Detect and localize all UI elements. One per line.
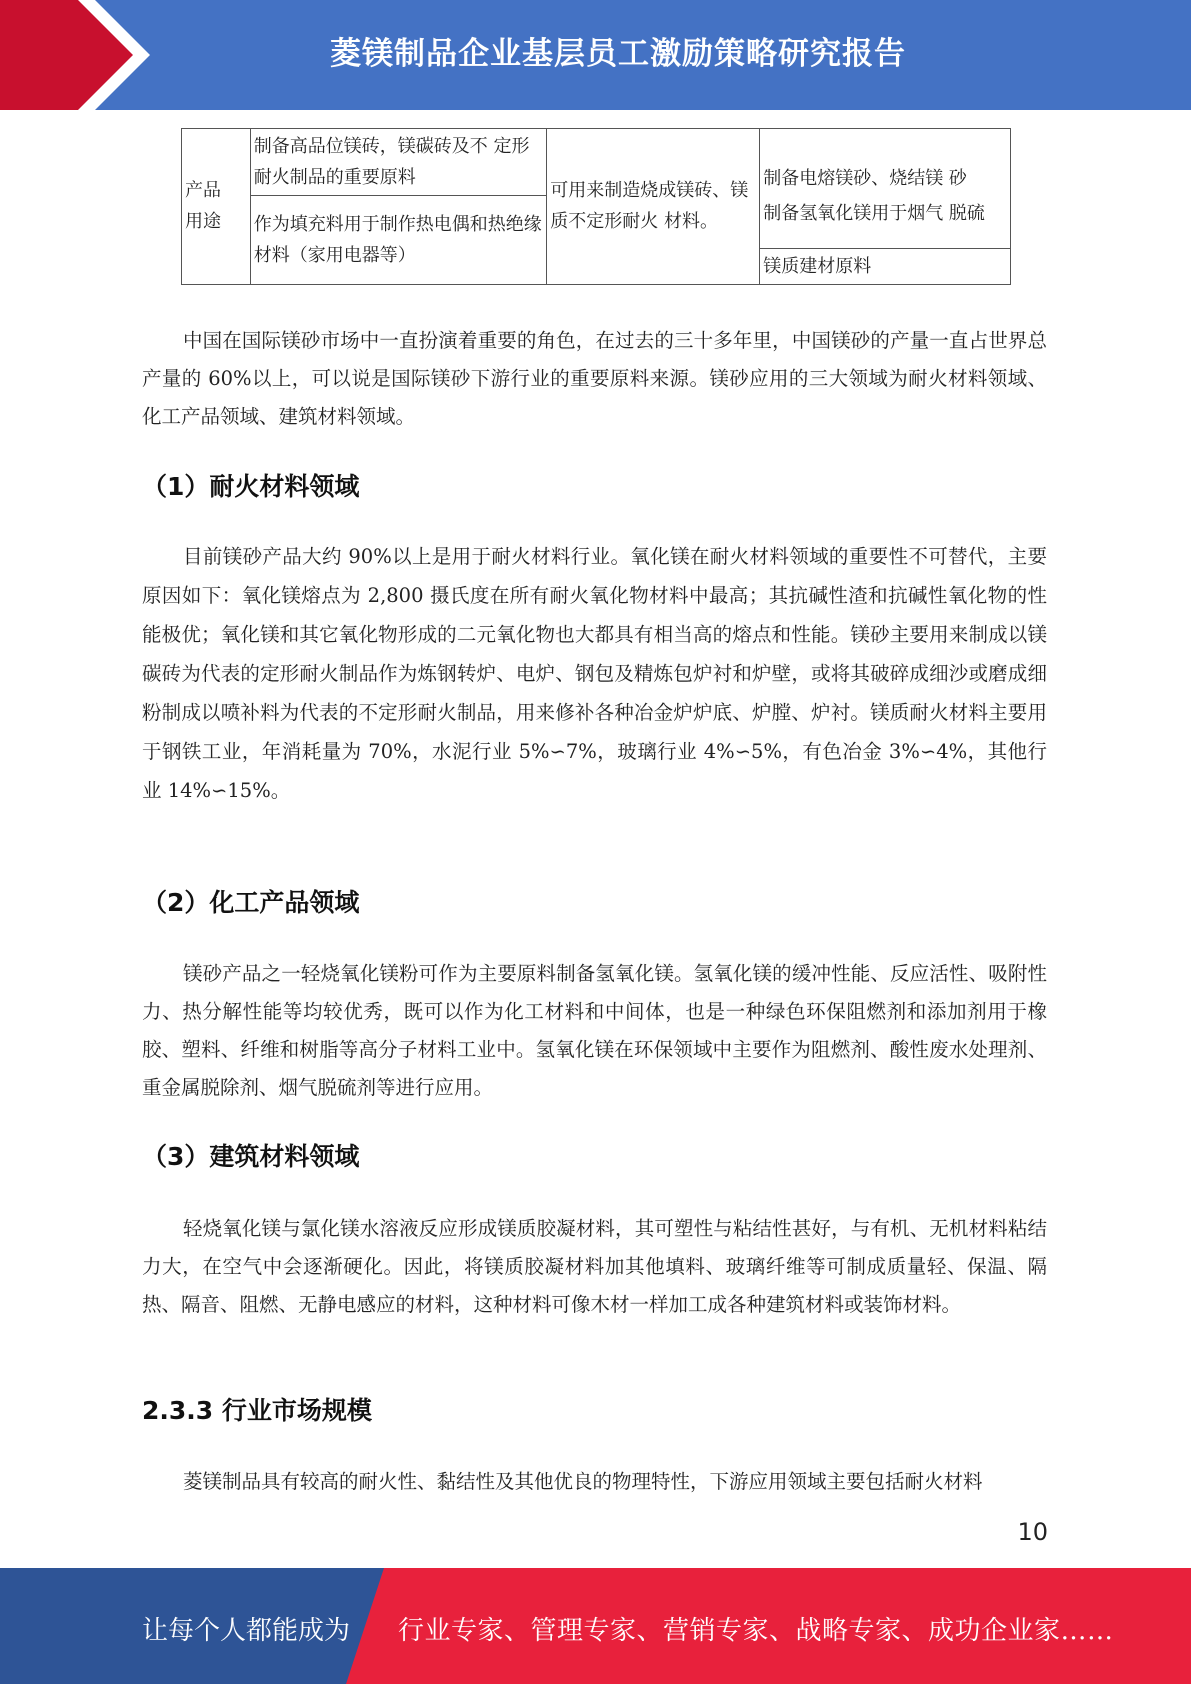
table-cell: 制备高品位镁砖，镁碳砖及不 定形耐火制品的重要原料 <box>250 129 546 196</box>
table-row-label: 产品 用途 <box>182 129 251 285</box>
footer-slogan-right: 行业专家、管理专家、营销专家、战略专家、成功企业家…… <box>398 1616 1114 1646</box>
table-cell: 制备氢氧化镁用于烟气 脱硫 <box>760 196 1011 249</box>
body-paragraph: 轻烧氧化镁与氯化镁水溶液反应形成镁质胶凝材料，其可塑性与粘结性甚好，与有机、无机材料粘结力大，在空气中会逐渐硬化。因此，将镁质胶凝材料加其他填料、玻璃纤维等可制成质量轻、保温、隔热、隔音、阻燃、无静电感应的材料，这种材料可像木材一样加工成各种建筑材料或装饰材料。 <box>142 1217 1047 1316</box>
table-cell: 制备电熔镁砂、烧结镁 砂 <box>760 129 1011 196</box>
table-cell: 可用来制造烧成镁砖、镁质不定形耐火 材料。 <box>547 129 760 285</box>
footer-band <box>0 1568 1191 1684</box>
header-band <box>0 0 1191 110</box>
intro-paragraph: 中国在国际镁砂市场中一直扮演着重要的角色，在过去的三十多年里，中国镁砂的产量一直占世界总产量的 60%以上，可以说是国际镁砂下游行业的重要原料来源。镁砂应用的三大领域为耐火材料领域、化工产品领域、建筑材料领域。 <box>142 329 1047 428</box>
table-cell: 作为填充料用于制作热电偶和热绝缘材料（家用电器等） <box>250 196 546 285</box>
product-usage-table <box>181 128 1011 285</box>
body-paragraph: 目前镁砂产品大约 90%以上是用于耐火材料行业。氧化镁在耐火材料领域的重要性不可替代，主要原因如下：氧化镁熔点为 2,800 摄氏度在所有耐火氧化物材料中最高；其抗碱性渣和抗碱性氧化物的性能极优；氧化镁和其它氧化物形成的二元氧化物也大都具有相当高的熔点和性能。镁砂主要用来制成以镁碳砖为代表的定形耐火制品作为炼钢转炉、电炉、钢包及精炼包炉衬和炉壁，或将其破碎成细沙或磨成细粉制成以喷补料为代表的不定形耐火制品，用来修补各种冶金炉炉底、炉膛、炉衬。镁质耐火材料主要用于钢铁工业，年消耗量为 70%，水泥行业 5%∽7%，玻璃行业 4%∽5%，有色冶金 3%∽4%，其他行业 14%∽15%。 <box>142 545 1047 802</box>
footer-slogan-left: 让每个人都能成为 <box>142 1616 351 1646</box>
section-heading: （1）耐火材料领域 <box>142 472 360 501</box>
body-paragraph: 菱镁制品具有较高的耐火性、黏结性及其他优良的物理特性，下游应用领域主要包括耐火材料 <box>183 1470 983 1493</box>
section-heading: （2）化工产品领域 <box>142 888 360 917</box>
subsection-heading: 2.3.3 行业市场规模 <box>142 1396 372 1425</box>
section-heading: （3）建筑材料领域 <box>142 1142 360 1171</box>
page-number: 10 <box>1017 1518 1048 1546</box>
table-cell: 镁质建材原料 <box>760 248 1011 284</box>
header-arrow-decoration <box>0 0 160 110</box>
body-paragraph: 镁砂产品之一轻烧氧化镁粉可作为主要原料制备氢氧化镁。氢氧化镁的缓冲性能、反应活性、吸附性力、热分解性能等均较优秀，既可以作为化工材料和中间体，也是一种绿色环保阻燃剂和添加剂用于橡胶、塑料、纤维和树脂等高分子材料工业中。氢氧化镁在环保领域中主要作为阻燃剂、酸性废水处理剂、重金属脱除剂、烟气脱硫剂等进行应用。 <box>142 962 1047 1099</box>
report-title: 菱镁制品企业基层员工激励策略研究报告 <box>330 36 906 72</box>
